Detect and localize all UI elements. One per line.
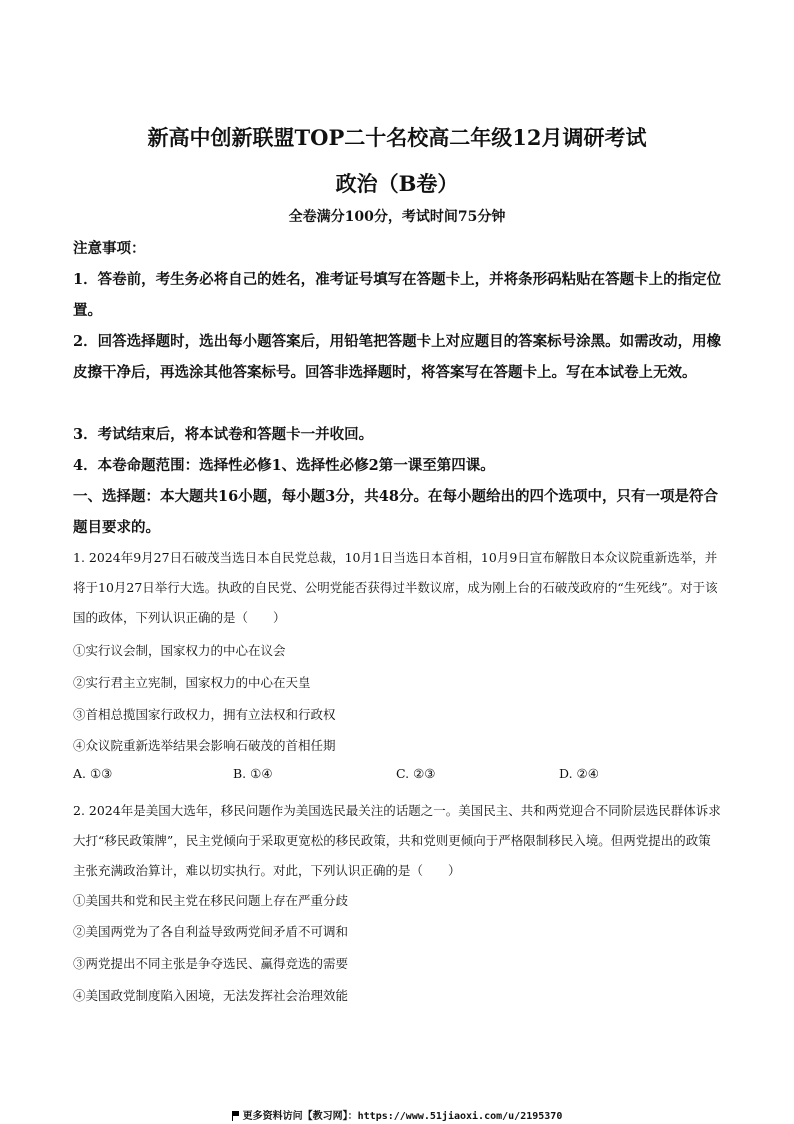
question-1-choice-d: D. ②④ — [559, 766, 599, 781]
question-2-option-4: ④美国政党制度陷入困境，无法发挥社会治理效能 — [73, 988, 349, 1003]
question-1-option-1: ①实行议会制，国家权力的中心在议会 — [73, 643, 286, 658]
question-1-choice-a: A. ①③ — [73, 766, 113, 781]
notice-item-2: 2．回答选择题时，选出每小题答案后，用铅笔把答题卡上对应题目的答案标号涂黑。如需改动，用橡皮擦干净后，再选涂其他答案标号。回答非选择题时，将答案写在答题卡上。写在本试卷上无效。 — [73, 333, 722, 381]
question-2-option-1: ①美国共和党和民主党在移民问题上存在严重分歧 — [73, 893, 349, 908]
notice-heading: 注意事项： — [73, 240, 146, 257]
question-1-stem: 1. 2024年9月27日石破茂当选日本自民党总裁，10月1日当选日本首相，10月9日宣布解散日本众议院重新选举，并将于10月27日举行大选。执政的自民党、公明党能否获得过半数议席，成为刚上台的石破茂政府的“生死线”。对于该国的政体，下列认识正确的是（ ） — [73, 550, 718, 625]
question-1-choice-b: B. ①④ — [233, 766, 273, 781]
question-1-option-3: ③首相总揽国家行政权力，拥有立法权和行政权 — [73, 707, 336, 722]
footer-text[interactable]: 更多资料访问【教习网】：https://www.51jiaoxi.com/u/2195370 — [242, 1111, 563, 1122]
question-1-option-4: ④众议院重新选举结果会影响石破茂的首相任期 — [73, 738, 336, 753]
flag-icon — [232, 1111, 240, 1120]
question-1-choice-c: C. ②③ — [396, 766, 436, 781]
footer-link[interactable] — [0, 1107, 794, 1122]
question-2-stem: 2. 2024年是美国大选年，移民问题作为美国选民最关注的话题之一。美国民主、共和两党迎合不同阶层选民群体诉求大打“移民政策牌”，民主党倾向于采取更宽松的移民政策，共和党则更倾向于严格限制移民入境。但两党提出的政策主张充满政治算计，难以切实执行。对此，下列认识正确的是（ ） — [73, 803, 721, 878]
notice-item-4: 4．本卷命题范围：选择性必修1、选择性必修2第一课至第四课。 — [73, 457, 495, 474]
exam-meta: 全卷满分100分，考试时间75分钟 — [288, 209, 506, 225]
question-2-option-2: ②美国两党为了各自利益导致两党间矛盾不可调和 — [73, 924, 349, 939]
notice-item-3: 3．考试结束后，将本试卷和答题卡一并收回。 — [73, 426, 374, 443]
question-1-option-2: ②实行君主立宪制，国家权力的中心在天皇 — [73, 675, 311, 690]
exam-subtitle: 政治（B卷） — [335, 171, 459, 196]
question-2-option-3: ③两党提出不同主张是争夺选民、赢得竞选的需要 — [73, 956, 349, 971]
section-heading: 一、选择题：本大题共16小题，每小题3分，共48分。在每小题给出的四个选项中，只有一项是符合题目要求的。 — [73, 488, 718, 536]
notice-item-1: 1．答卷前，考生务必将自己的姓名，准考证号填写在答题卡上，并将条形码粘贴在答题卡上的指定位置。 — [73, 271, 722, 319]
exam-title: 新高中创新联盟TOP二十名校高二年级12月调研考试 — [147, 125, 647, 150]
